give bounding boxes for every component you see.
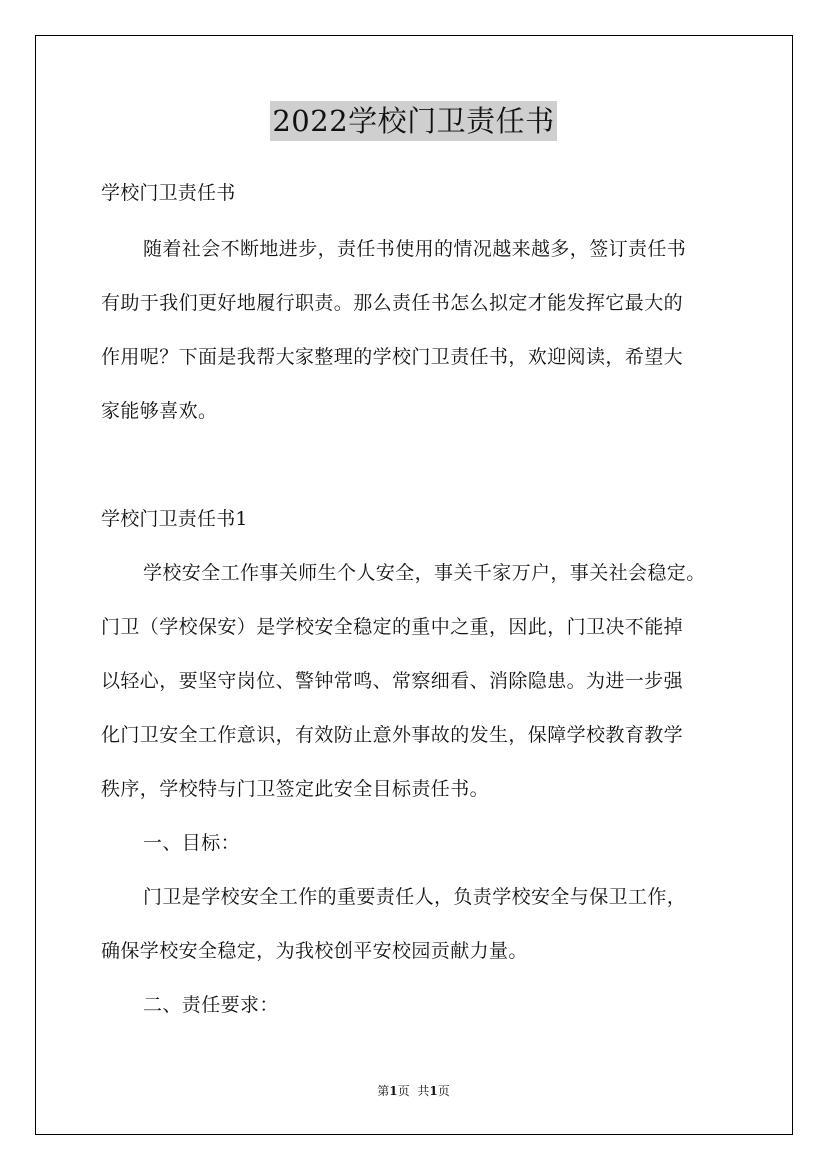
section1-line-3: 以轻心，要坚守岗位、警钟常鸣、常察细看、消除隐患。为进一步强 bbox=[101, 670, 684, 692]
section1-line-2: 门卫（学校保安）是学校安全稳定的重中之重，因此，门卫决不能掉 bbox=[101, 616, 684, 638]
page-footer bbox=[0, 1083, 827, 1099]
intro-line-3: 作用呢？下面是我帮大家整理的学校门卫责任书，欢迎阅读，希望大 bbox=[101, 346, 684, 368]
document-title: 2022学校门卫责任书 bbox=[270, 101, 556, 141]
footer-total-pages: 1 bbox=[429, 1084, 438, 1098]
section1-title: 学校门卫责任书1 bbox=[101, 508, 248, 530]
footer-total-prefix: 共 bbox=[417, 1084, 430, 1098]
footer-page-number: 1 bbox=[389, 1084, 398, 1098]
goal-line-2: 确保学校安全稳定，为我校创平安校园贡献力量。 bbox=[101, 940, 528, 962]
requirements-heading: 二、责任要求： bbox=[143, 994, 279, 1016]
title-container bbox=[0, 101, 827, 141]
footer-page-suffix: 页 bbox=[397, 1084, 410, 1098]
subtitle: 学校门卫责任书 bbox=[101, 182, 236, 204]
intro-line-1: 随着社会不断地进步，责任书使用的情况越来越多，签订责任书 bbox=[143, 238, 687, 260]
footer-total-suffix: 页 bbox=[437, 1084, 450, 1098]
footer-prefix: 第 bbox=[377, 1084, 390, 1098]
goal-heading: 一、目标： bbox=[143, 832, 241, 854]
section1-line-5: 秩序，学校特与门卫签定此安全目标责任书。 bbox=[101, 778, 490, 800]
intro-line-4: 家能够喜欢。 bbox=[101, 400, 218, 422]
section1-line-4: 化门卫安全工作意识，有效防止意外事故的发生，保障学校教育教学 bbox=[101, 724, 684, 746]
section1-line-1: 学校安全工作事关师生个人安全，事关千家万户，事关社会稳定。 bbox=[143, 562, 706, 584]
goal-line-1: 门卫是学校安全工作的重要责任人，负责学校安全与保卫工作， bbox=[143, 886, 687, 908]
intro-line-2: 有助于我们更好地履行职责。那么责任书怎么拟定才能发挥它最大的 bbox=[101, 292, 684, 314]
